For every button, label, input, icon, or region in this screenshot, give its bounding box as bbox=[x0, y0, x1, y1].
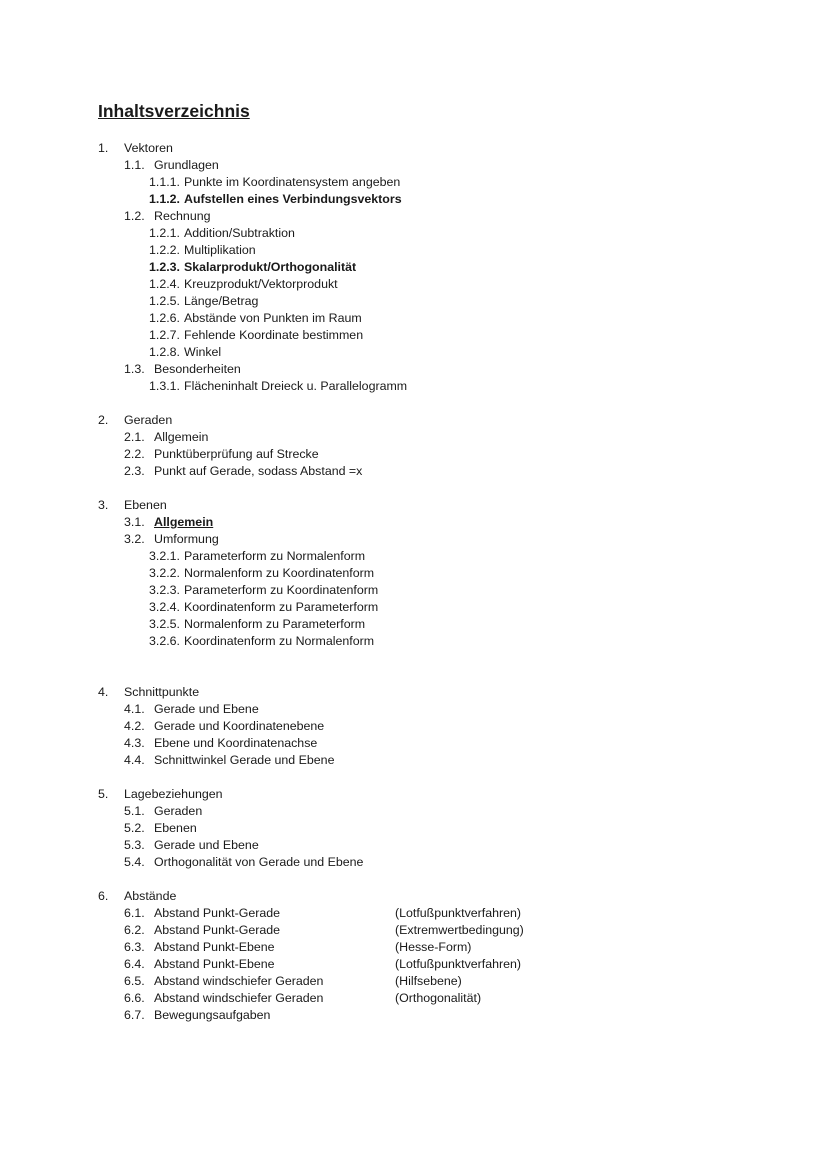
toc-entry-number: 4.3. bbox=[124, 736, 145, 750]
toc-entry-note: (Lotfußpunktverfahren) bbox=[395, 906, 522, 920]
toc-entry bbox=[0, 820, 828, 837]
toc-entry-title: Abstand windschiefer Geraden bbox=[154, 991, 324, 1005]
toc-entry-number: 3.1. bbox=[124, 515, 145, 529]
toc-entry-title: Ebenen bbox=[154, 821, 197, 835]
toc-entry bbox=[0, 310, 828, 327]
toc-entry-number: 1.2.6. bbox=[149, 311, 181, 325]
toc-entry-number: 6.6. bbox=[124, 991, 145, 1005]
toc-section bbox=[0, 786, 828, 803]
toc-entry bbox=[0, 259, 828, 276]
toc-entry bbox=[0, 752, 828, 769]
toc-section bbox=[0, 497, 828, 514]
toc-entry-number: 1.2.4. bbox=[149, 277, 181, 291]
toc-entry bbox=[0, 157, 828, 174]
toc-entry bbox=[0, 837, 828, 854]
toc-entry-title: Abstände bbox=[124, 889, 177, 903]
toc-entry-title: Parameterform zu Normalenform bbox=[184, 549, 366, 563]
toc-entry-title: Länge/Betrag bbox=[184, 294, 259, 308]
toc-entry-number: 1.1.1. bbox=[149, 175, 181, 189]
toc-section bbox=[0, 888, 828, 905]
toc-entry bbox=[0, 616, 828, 633]
toc-entry bbox=[0, 225, 828, 242]
toc-entry bbox=[0, 429, 828, 446]
toc-entry bbox=[0, 973, 828, 990]
toc-entry bbox=[0, 378, 828, 395]
toc-entry-number: 4.2. bbox=[124, 719, 145, 733]
toc-entry-number: 3.2. bbox=[124, 532, 145, 546]
toc-entry bbox=[0, 701, 828, 718]
toc-entry-title: Abstand Punkt-Gerade bbox=[154, 906, 281, 920]
toc-entry-title: Schnittpunkte bbox=[124, 685, 200, 699]
toc-entry-title: Vektoren bbox=[124, 141, 173, 155]
toc-entry-title: Allgemein bbox=[154, 430, 209, 444]
toc-entry-title: Gerade und Ebene bbox=[154, 838, 259, 852]
toc-entry bbox=[0, 1007, 828, 1024]
toc-entry-title: Normalenform zu Parameterform bbox=[184, 617, 366, 631]
toc-entry-title: Fehlende Koordinate bestimmen bbox=[184, 328, 364, 342]
toc-entry-note: (Extremwertbedingung) bbox=[395, 923, 524, 937]
toc-entry bbox=[0, 344, 828, 361]
toc-entry bbox=[0, 582, 828, 599]
toc-entry-title: Abstand windschiefer Geraden bbox=[154, 974, 324, 988]
toc-entry-number: 6.1. bbox=[124, 906, 145, 920]
toc-entry bbox=[0, 939, 828, 956]
toc-entry bbox=[0, 208, 828, 225]
toc-entry-number: 1.2.3. bbox=[149, 260, 181, 274]
toc-entry-number: 3.2.2. bbox=[149, 566, 181, 580]
toc-entry-number: 6.7. bbox=[124, 1008, 145, 1022]
toc-entry-title: Ebenen bbox=[124, 498, 167, 512]
toc-entry-note: (Orthogonalität) bbox=[395, 991, 482, 1005]
toc-entry bbox=[0, 514, 828, 531]
toc-entry-title: Abstand Punkt-Gerade bbox=[154, 923, 281, 937]
toc-entry bbox=[0, 922, 828, 939]
toc-entry-number: 2.1. bbox=[124, 430, 145, 444]
toc-entry-number: 6.2. bbox=[124, 923, 145, 937]
toc-entry-number: 1.1. bbox=[124, 158, 145, 172]
toc-entry-title: Besonderheiten bbox=[154, 362, 241, 376]
toc-entry bbox=[0, 905, 828, 922]
toc-entry-number: 1.1.2. bbox=[149, 192, 181, 206]
toc-entry-number: 2.3. bbox=[124, 464, 145, 478]
toc-entry bbox=[0, 293, 828, 310]
toc-entry-title: Abstände von Punkten im Raum bbox=[184, 311, 362, 325]
toc-entry-number: 1.2. bbox=[124, 209, 145, 223]
toc-entry bbox=[0, 463, 828, 480]
toc-entry-title: Geraden bbox=[124, 413, 173, 427]
toc-entry-number: 4. bbox=[98, 685, 109, 699]
toc-section bbox=[0, 412, 828, 429]
toc-entry-number: 1.2.8. bbox=[149, 345, 181, 359]
toc-entry bbox=[0, 548, 828, 565]
toc-entry-title: Punkt auf Gerade, sodass Abstand =x bbox=[154, 464, 363, 478]
toc-entry-note: (Hesse-Form) bbox=[395, 940, 472, 954]
toc-entry-number: 1.2.5. bbox=[149, 294, 181, 308]
toc-entry bbox=[0, 531, 828, 548]
toc-entry-number: 6.5. bbox=[124, 974, 145, 988]
toc-entry-title: Kreuzprodukt/Vektorprodukt bbox=[184, 277, 338, 291]
toc-entry bbox=[0, 276, 828, 293]
toc-entry bbox=[0, 956, 828, 973]
toc-entry-title: Abstand Punkt-Ebene bbox=[154, 940, 275, 954]
toc-entry-title: Umformung bbox=[154, 532, 219, 546]
toc-entry-number: 1.2.1. bbox=[149, 226, 181, 240]
toc-entry-number: 4.1. bbox=[124, 702, 145, 716]
toc-entry-number: 2.2. bbox=[124, 447, 145, 461]
toc-entry-title: Orthogonalität von Gerade und Ebene bbox=[154, 855, 364, 869]
toc-entry bbox=[0, 735, 828, 752]
toc-entry-number: 1.2.2. bbox=[149, 243, 181, 257]
toc-entry-title: Grundlagen bbox=[154, 158, 219, 172]
toc-entry-number: 6.3. bbox=[124, 940, 145, 954]
toc-entry bbox=[0, 854, 828, 871]
toc-entry bbox=[0, 446, 828, 463]
toc-entry-number: 5.2. bbox=[124, 821, 145, 835]
toc-entry bbox=[0, 599, 828, 616]
toc-entry-number: 3. bbox=[98, 498, 109, 512]
toc-entry-title: Bewegungsaufgaben bbox=[154, 1008, 271, 1022]
toc-entry-number: 1.2.7. bbox=[149, 328, 181, 342]
toc-entry-title: Gerade und Koordinatenebene bbox=[154, 719, 325, 733]
toc-entry-title: Punktüberprüfung auf Strecke bbox=[154, 447, 319, 461]
toc-entry-number: 6. bbox=[98, 889, 109, 903]
toc-entry-title: Normalenform zu Koordinatenform bbox=[184, 566, 375, 580]
toc-entry-number: 2. bbox=[98, 413, 109, 427]
toc-entry-number: 1.3. bbox=[124, 362, 145, 376]
toc-entry-note: (Hilfsebene) bbox=[395, 974, 462, 988]
toc-section bbox=[0, 684, 828, 701]
toc-entry bbox=[0, 191, 828, 208]
toc-entry-title: Ebene und Koordinatenachse bbox=[154, 736, 318, 750]
toc-entry-title: Rechnung bbox=[154, 209, 211, 223]
toc-entry-title: Gerade und Ebene bbox=[154, 702, 259, 716]
toc-entry-number: 3.2.1. bbox=[149, 549, 181, 563]
toc-entry-title: Skalarprodukt/Orthogonalität bbox=[184, 260, 357, 274]
toc-entry-title: Aufstellen eines Verbindungsvektors bbox=[184, 192, 402, 206]
toc-entry-title: Geraden bbox=[154, 804, 203, 818]
toc-entry-number: 3.2.6. bbox=[149, 634, 181, 648]
toc-entry-number: 5. bbox=[98, 787, 109, 801]
toc-entry-title: Allgemein bbox=[154, 515, 214, 529]
toc-entry bbox=[0, 327, 828, 344]
toc-entry-number: 5.3. bbox=[124, 838, 145, 852]
toc-entry bbox=[0, 803, 828, 820]
toc-entry-title: Lagebeziehungen bbox=[124, 787, 223, 801]
toc-entry-title: Parameterform zu Koordinatenform bbox=[184, 583, 379, 597]
toc-entry bbox=[0, 361, 828, 378]
toc-entry-number: 6.4. bbox=[124, 957, 145, 971]
toc-entry-title: Schnittwinkel Gerade und Ebene bbox=[154, 753, 335, 767]
toc-entry-title: Punkte im Koordinatensystem angeben bbox=[184, 175, 401, 189]
toc-entry-title: Abstand Punkt-Ebene bbox=[154, 957, 275, 971]
toc-entry-number: 3.2.4. bbox=[149, 600, 181, 614]
toc-entry-title: Winkel bbox=[184, 345, 222, 359]
toc-entry-title: Addition/Subtraktion bbox=[184, 226, 295, 240]
toc-entry-number: 1.3.1. bbox=[149, 379, 181, 393]
toc-entry-number: 3.2.5. bbox=[149, 617, 181, 631]
toc-entry-number: 5.1. bbox=[124, 804, 145, 818]
toc-entry-number: 5.4. bbox=[124, 855, 145, 869]
toc-entry bbox=[0, 242, 828, 259]
toc-entry bbox=[0, 565, 828, 582]
toc-entry bbox=[0, 990, 828, 1007]
toc-section bbox=[0, 140, 828, 157]
toc-entry bbox=[0, 633, 828, 650]
toc-entry-number: 4.4. bbox=[124, 753, 145, 767]
toc-entry-title: Flächeninhalt Dreieck u. Parallelogramm bbox=[184, 379, 408, 393]
toc-entry bbox=[0, 174, 828, 191]
toc-entry bbox=[0, 718, 828, 735]
toc-entry-number: 3.2.3. bbox=[149, 583, 181, 597]
toc-entry-note: (Lotfußpunktverfahren) bbox=[395, 957, 522, 971]
toc-title: Inhaltsverzeichnis bbox=[98, 101, 250, 121]
toc-entry-title: Multiplikation bbox=[184, 243, 256, 257]
toc-entry-title: Koordinatenform zu Parameterform bbox=[184, 600, 379, 614]
toc-entry-number: 1. bbox=[98, 141, 109, 155]
toc-entry-title: Koordinatenform zu Normalenform bbox=[184, 634, 375, 648]
